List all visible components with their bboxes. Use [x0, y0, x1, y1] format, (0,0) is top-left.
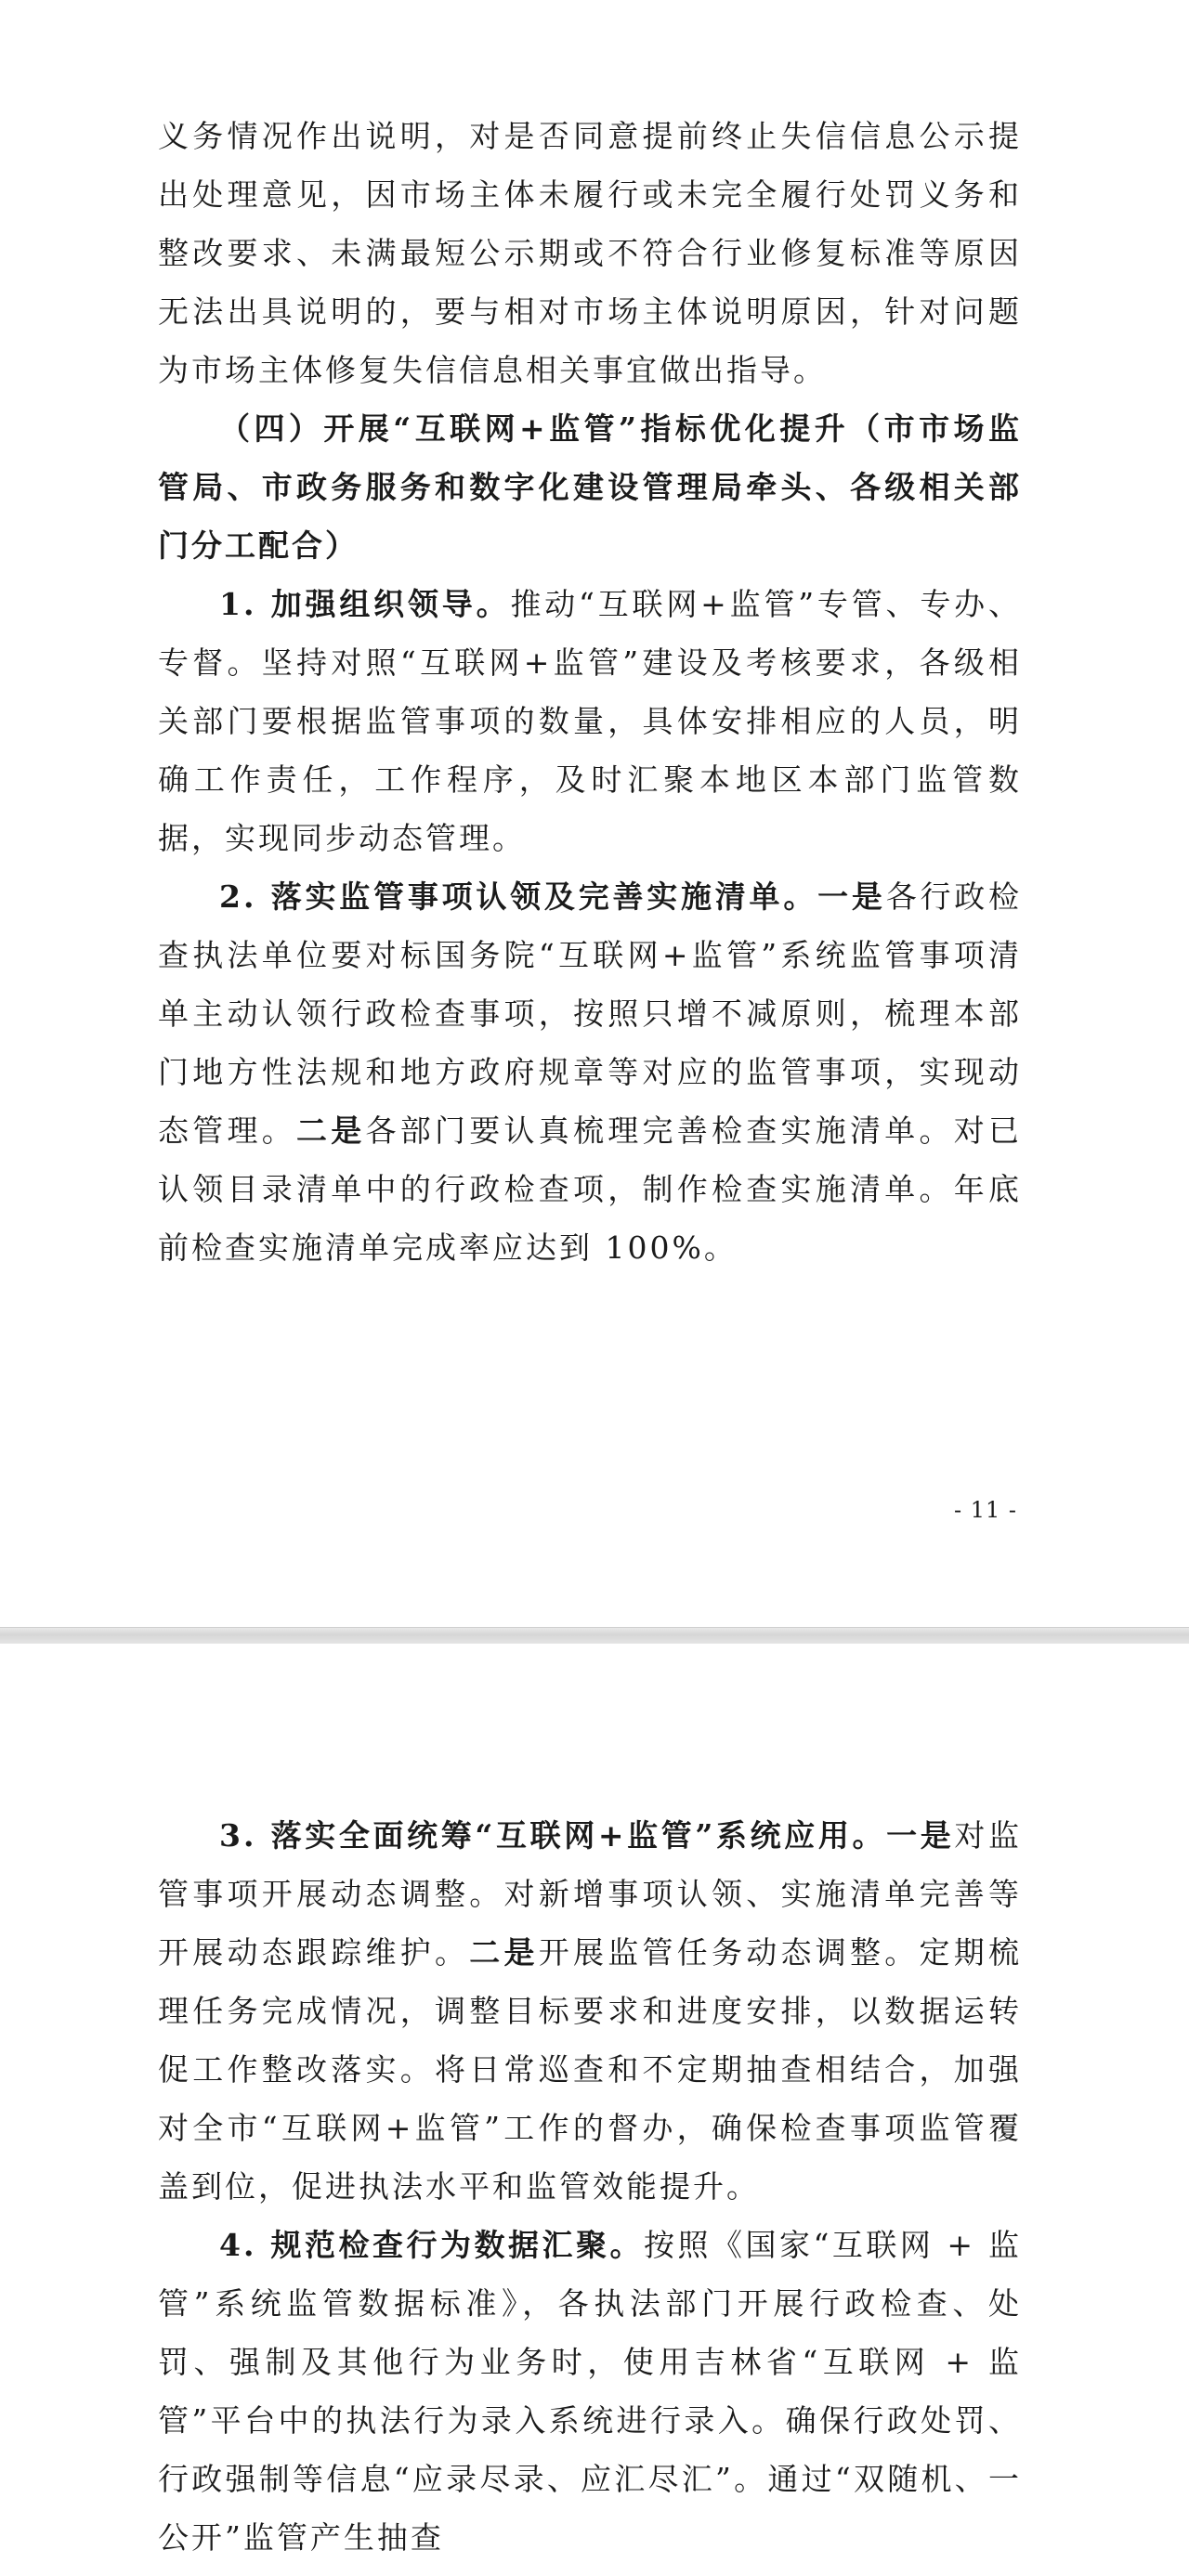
item-1-paragraph: [158, 575, 1022, 867]
section-heading-4: （四）开展“互联网+监管”指标优化提升（市市场监管局、市政务服务和数字化建设管理局牵头、各级相关部门分工配合）: [158, 410, 1022, 564]
item-2-paragraph: [158, 867, 1022, 1277]
page-number: - 11 -: [953, 1497, 1017, 1523]
item-2-second-label: 二是: [296, 1112, 366, 1149]
item-3-first-label: 一是: [886, 1817, 955, 1854]
item-4-body: 按照《国家“互联网 + 监管”系统监管数据标准》，各执法部门开展行政检查、处罚、强制及其他行为业务时，使用吉林省“互联网 + 监管”平台中的执法行为录入系统进行录入。确保行政处罚、行政强制等信息“应录尽录、应汇尽汇”。通过“双随机、一公开”监管产生抽查: [158, 2227, 1022, 2556]
item-4-paragraph: [158, 2216, 1022, 2567]
item-3-title: 3. 落实全面统筹“互联网+监管”系统应用。: [219, 1817, 887, 1854]
item-4-title: 4. 规范检查行为数据汇聚。: [219, 2227, 644, 2263]
item-2-title: 2. 落实监管事项认领及完善实施清单。: [219, 878, 818, 915]
item-1-body: 推动“互联网+监管”专管、专办、专督。坚持对照“互联网+监管”建设及考核要求，各级相关部门要根据监管事项的数量，具体安排相应的人员，明确工作责任，工作程序，及时汇聚本地区本部门监管数据，实现同步动态管理。: [158, 586, 1022, 856]
page-12-content: [158, 1806, 1022, 2567]
item-2-second-body: 各部门要认真梳理完善检查实施清单。对已认领目录清单中的行政检查项，制作检查实施清单。年底前检查实施清单完成率应达到 100%。: [158, 1112, 1022, 1266]
item-3-second-body: 开展监管任务动态调整。定期梳理任务完成情况，调整目标要求和进度安排，以数据运转促工作整改落实。将日常巡查和不定期抽查相结合，加强对全市“互联网+监管”工作的督办，确保检查事项监管覆盖到位，促进执法水平和监管效能提升。: [158, 1934, 1022, 2205]
page-11-content: [158, 107, 1022, 1277]
item-3-second-label: 二是: [469, 1934, 539, 1971]
paragraph-continuation: 义务情况作出说明，对是否同意提前终止失信信息公示提出处理意见，因市场主体未履行或未完全履行处罚义务和整改要求、未满最短公示期或不符合行业修复标准等原因无法出具说明的，要与相对市场主体说明原因，针对问题为市场主体修复失信信息相关事宜做出指导。: [158, 118, 1022, 388]
item-2-first-label: 一是: [817, 878, 886, 915]
item-3-first-body: 对监管事项开展动态调整。对新增事项认领、实施清单完善等开展动态跟踪维护。: [158, 1817, 1023, 1971]
page-separator: [0, 1627, 1189, 1646]
item-3-paragraph: [158, 1806, 1022, 2216]
document-page-12: [0, 1644, 1189, 2576]
item-2-first-body: 各行政检查执法单位要对标国务院“互联网+监管”系统监管事项清单主动认领行政检查事项，按照只增不减原则，梳理本部门地方性法规和地方政府规章等对应的监管事项，实现动态管理。: [158, 878, 1023, 1149]
item-1-title: 1. 加强组织领导。: [219, 586, 511, 622]
